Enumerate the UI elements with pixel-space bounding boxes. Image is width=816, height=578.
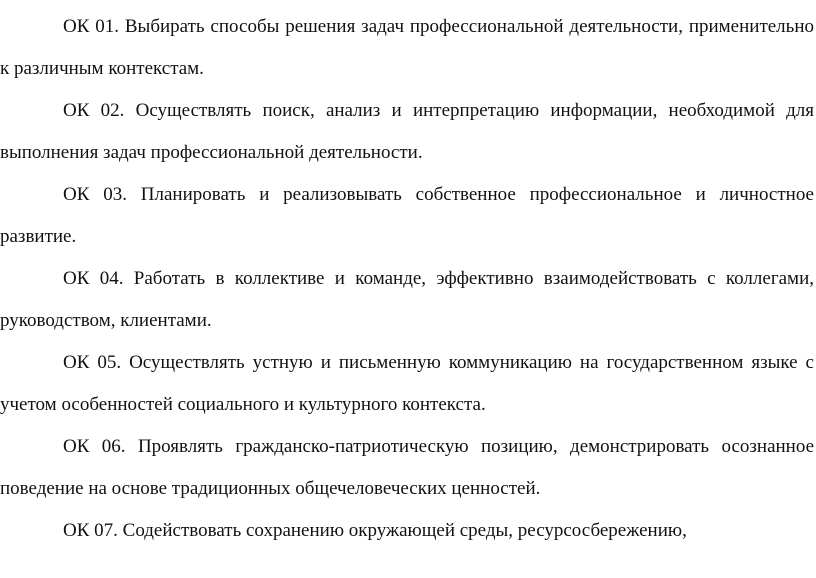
competency-ok06: ОК 06. Проявлять гражданско-патриотическую позицию, демонстрировать осознанное поведение на основе традиционных общечеловеческих ценностей. [0,436,814,499]
competency-ok07: ОК 07. Содействовать сохранению окружающей среды, ресурсосбережению, [63,520,687,541]
competency-ok02: ОК 02. Осуществлять поиск, анализ и интерпретацию информации, необходимой для выполнения задач профессиональной деятельности. [0,100,814,163]
competency-ok05: ОК 05. Осуществлять устную и письменную коммуникацию на государственном языке с учетом особенностей социального и культурного контекста. [0,352,814,415]
competency-ok03: ОК 03. Планировать и реализовывать собственное профессиональное и личностное развитие. [0,184,814,247]
competency-ok01: ОК 01. Выбирать способы решения задач профессиональной деятельности, применительно к различным контекстам. [0,16,814,79]
competency-ok04: ОК 04. Работать в коллективе и команде, эффективно взаимодействовать с коллегами, руководством, клиентами. [0,268,814,331]
